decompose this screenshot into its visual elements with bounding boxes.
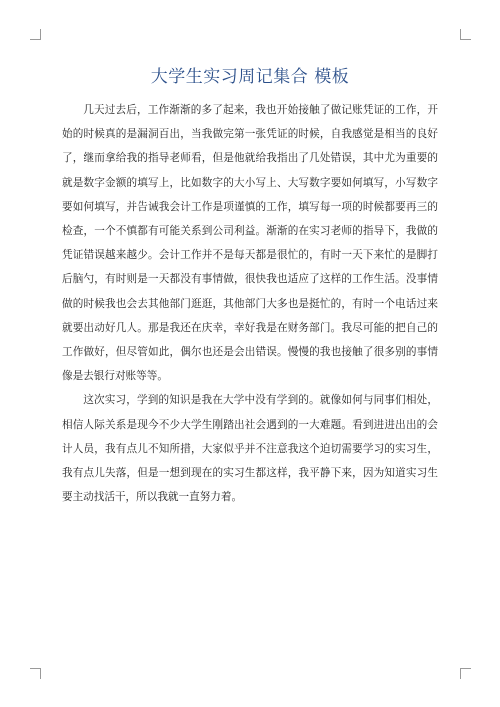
crop-mark-top-left [30, 29, 41, 40]
crop-mark-top-right [460, 29, 471, 40]
crop-mark-bottom-right [460, 668, 471, 679]
crop-mark-bottom-left [30, 668, 41, 679]
body-paragraph-1: 几天过去后，工作渐渐的多了起来，我也开始接触了做记账凭证的工作，开始的时候真的是漏洞百出，当我做完第一张凭证的时候，自我感觉是相当的良好了，继而拿给我的指导老师看，但是他就给我指出了几处错误，其中尤为重要的就是数字金额的填写上，比如数字的大小写上、大写数字要如何填写，小写数字要如何填写，并告诫我会计工作是项谨慎的工作，填写每一项的时候都要再三的检查，一个不慎都有可能关系到公司利益。渐渐的在实习老师的指导下，我做的凭证错误越来越少。会计工作并不是每天都是很忙的，有时一天下来忙的是脚打后脑勺，有时则是一天都没有事情做，很快我也适应了这样的工作生活。没事情做的时候我也会去其他部门逛逛，其他部门大多也是挺忙的，有时一个电话过来就要出动好几人。那是我还在庆幸，幸好我是在财务部门。我尽可能的把自己的工作做好，但尽管如此，偶尔也还是会出错误。慢慢的我也接触了很多别的事情像是去银行对账等等。 [62, 104, 438, 383]
body-paragraph-2: 这次实习，学到的知识是我在大学中没有学到的。就像如何与同事们相处，相信人际关系是现今不少大学生刚踏出社会遇到的一大难题。看到进进出出的会计人员，我有点儿不知所措，大家似乎并不注意我这个迫切需要学习的实习生，我有点儿失落，但是一想到现在的实习生都这样，我平静下来，因为知道实习生要主动找活干，所以我就一直努力着。 [62, 394, 438, 504]
document-title: 大学生实习周记集合 模板 [150, 67, 350, 87]
document-body [62, 98, 438, 509]
